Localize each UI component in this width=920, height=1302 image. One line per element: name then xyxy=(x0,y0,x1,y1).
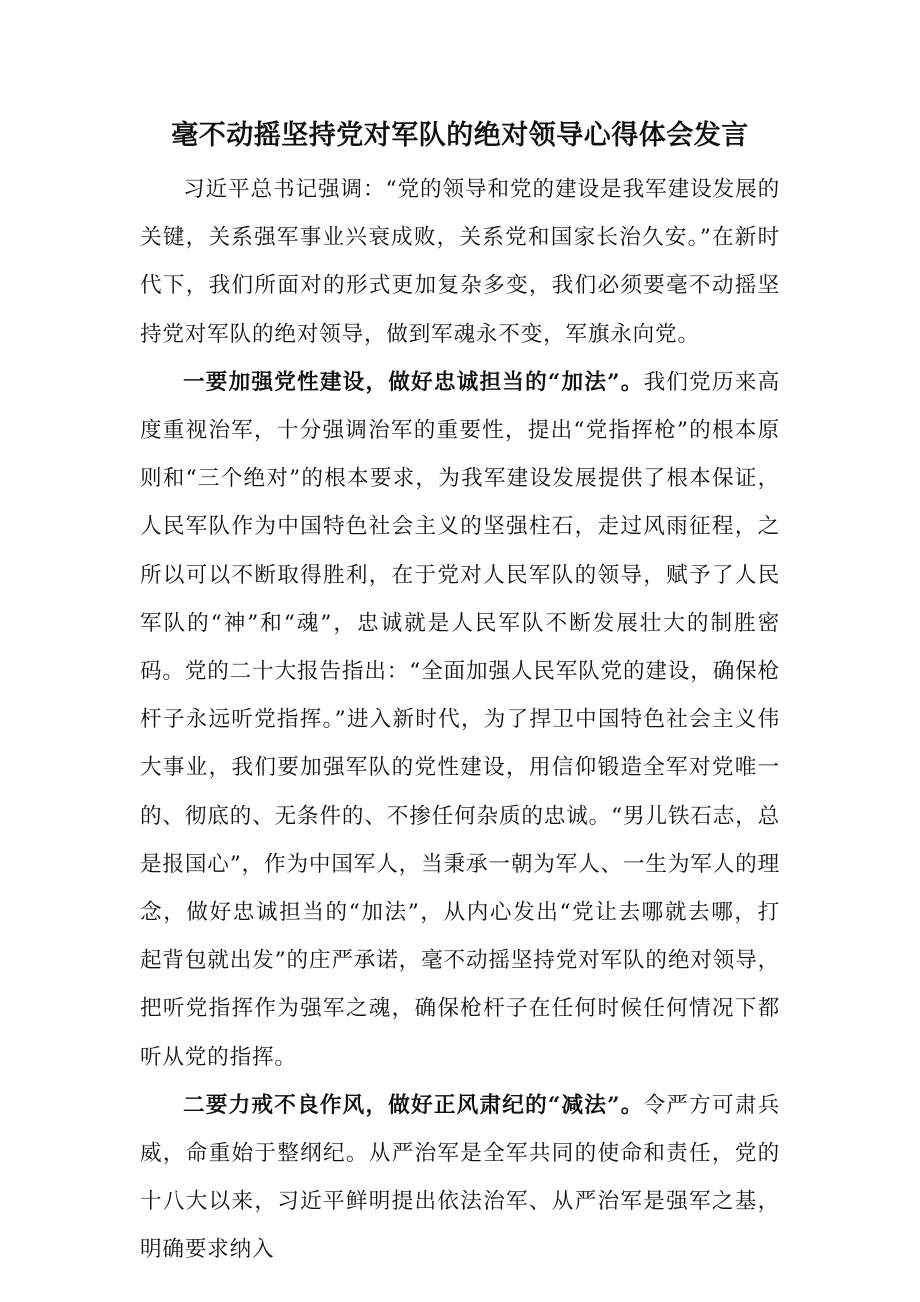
paragraph-lead: 二要力戒不良作风，做好正风肃纪的“减法”。 xyxy=(183,1092,644,1118)
document-title: 毫不动摇坚持党对军队的绝对领导心得体会发言 xyxy=(171,120,749,151)
paragraph-lead: 一要加强党性建设，做好忠诚担当的“加法”。 xyxy=(183,369,644,395)
document-body xyxy=(140,166,780,1275)
paragraph-text: 我们党历来高度重视治军，十分强调治军的重要性，提出“党指挥枪”的根本原则和“三个绝对”的根本要求，为我军建设发展提供了根本保证，人民军队作为中国特色社会主义的坚强柱石，走过风雨征程，之所以可以不断取得胜利，在于党对人民军队的领导，赋予了人民军队的“神”和“魂”，忠诚就是人民军队不断发展壮大的制胜密码。党的二十大报告指出：“全面加强人民军队党的建设，确保枪杆子永远听党指挥。”进入新时代，为了捍卫中国特色社会主义伟大事业，我们要加强军队的党性建设，用信仰锻造全军对党唯一的、彻底的、无条件的、不掺任何杂质的忠诚。“男儿铁石志，总是报国心”，作为中国军人，当秉承一朝为军人、一生为军人的理念，做好忠诚担当的“加法”，从内心发出“党让去哪就去哪，打起背包就出发”的庄严承诺，毫不动摇坚持党对军队的绝对领导，把听党指挥作为强军之魂，确保枪杆子在任何时候任何情况下都听从党的指挥。 xyxy=(140,369,780,1070)
paragraph-text: 令严方可肃兵威，命重始于整纲纪。从严治军是全军共同的使命和责任，党的十八大以来，习近平鲜明提出依法治军、从严治军是强军之基，明确要求纳入 xyxy=(140,1092,780,1263)
paragraph-point-one xyxy=(140,359,780,1082)
paragraph-intro xyxy=(140,166,780,359)
paragraph-text: 习近平总书记强调：“党的领导和党的建设是我军建设发展的关键，关系强军事业兴衰成败，关系党和国家长治久安。”在新时代下，我们所面对的形式更加复杂多变，我们必须要毫不动摇坚持党对军队的绝对领导，做到军魂永不变，军旗永向党。 xyxy=(140,177,780,347)
paragraph-point-two xyxy=(140,1082,780,1275)
